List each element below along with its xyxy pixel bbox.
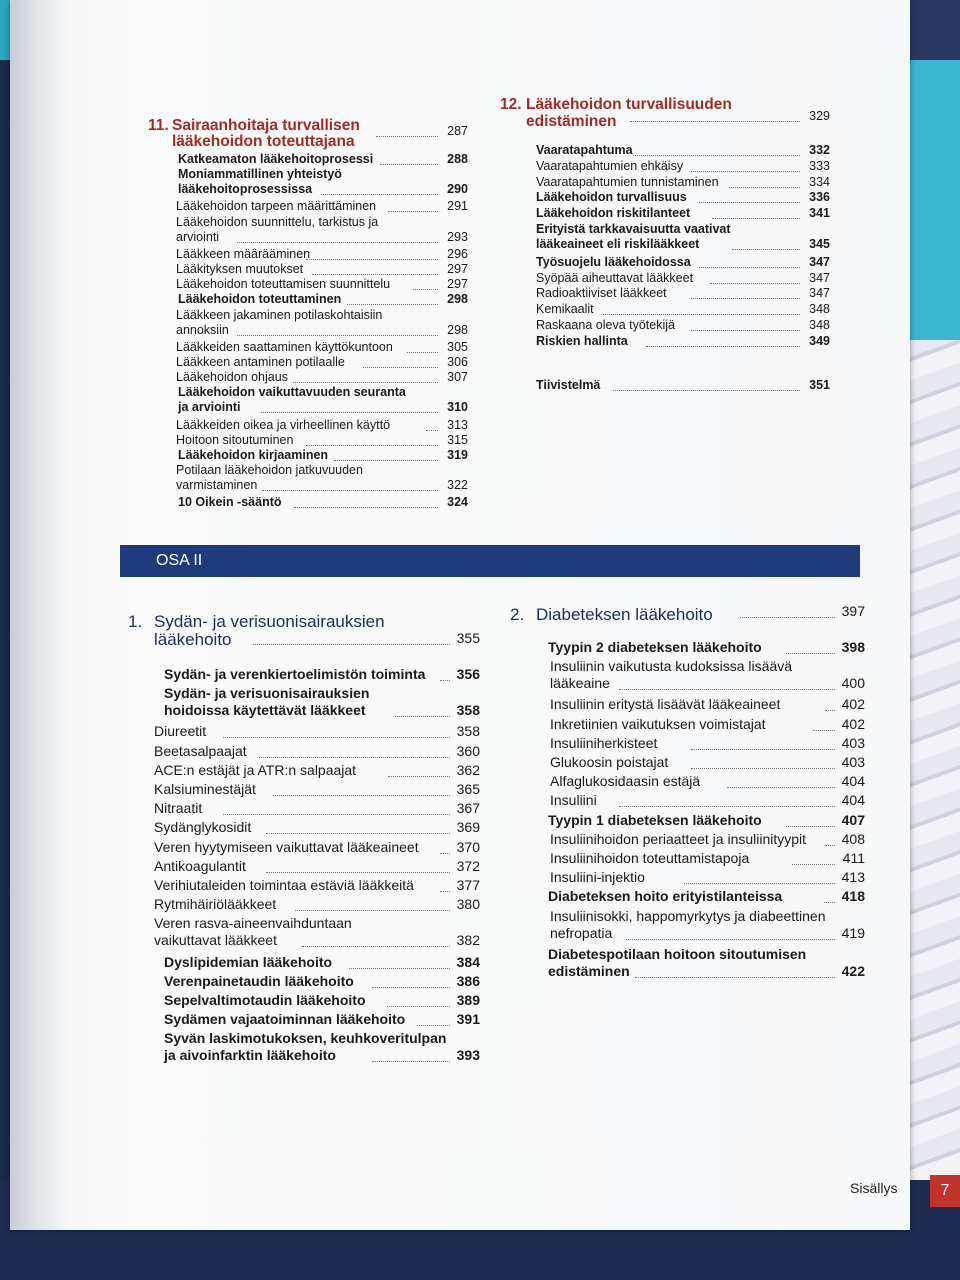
- part-banner: [120, 545, 860, 577]
- toc-entry-page: 403: [841, 734, 865, 751]
- toc-entry-title: Kalsiuminestäjät: [154, 781, 256, 797]
- toc-entry-page: 291: [447, 199, 468, 214]
- toc-entry-page: 341: [809, 206, 830, 221]
- footer-section-label: Sisällys: [850, 1180, 898, 1196]
- toc-entry-title: Moniammatillinen yhteistyö: [178, 167, 342, 182]
- toc-entry-page: 362: [456, 761, 480, 778]
- toc-entry-title: 10 Oikein -sääntö: [178, 495, 282, 510]
- chapter-title-line1: Diabeteksen lääkehoito: [536, 605, 713, 624]
- toc-entry-title: Sepelvaltimotaudin lääkehoito: [164, 992, 366, 1008]
- toc-entry-page: 348: [809, 302, 830, 317]
- toc-column-chapter-12: [500, 97, 830, 407]
- toc-entry-page: 377: [456, 877, 480, 893]
- toc-entry-page: 349: [809, 333, 830, 348]
- toc-entry-page: 358: [456, 702, 480, 719]
- toc-entry-page: 334: [809, 174, 830, 189]
- toc-entry-title-continued: varmistaminen: [176, 478, 258, 493]
- chapter-number: 12.: [500, 96, 522, 113]
- toc-entry-page: 306: [447, 355, 468, 369]
- page-curl-shadow: [10, 0, 70, 1230]
- toc-entry-title: Sydän- ja verisuonisairauksien: [164, 685, 370, 702]
- toc-entry-title-continued: lääkeaine: [550, 675, 610, 692]
- toc-entry-title-continued: ja arviointi: [178, 400, 241, 415]
- toc-entry-page: 419: [841, 924, 865, 941]
- toc-column-chapter-11: [148, 110, 468, 530]
- toc-entry-title: Lääkehoidon toteuttaminen: [178, 292, 342, 307]
- toc-entry-page: 384: [456, 953, 480, 970]
- toc-entry-page: 407: [841, 811, 865, 828]
- toc-entry-title: Lääkkeiden oikea ja virheellinen käyttö: [176, 417, 391, 432]
- toc-entry-title: Hoitoon sitoutuminen: [176, 432, 294, 447]
- toc-entry-title: Lääkehoidon kirjaaminen: [178, 448, 329, 462]
- toc-entry-title-continued: lääkeaineet eli riskilääkkeet: [536, 237, 700, 251]
- toc-entry-title: Glukoosin poistajat: [550, 754, 669, 770]
- toc-entry-title: Alfaglukosidaasin estäjä: [550, 773, 701, 790]
- toc-entry-page: 380: [456, 896, 480, 913]
- toc-entry-title: Diureetit: [154, 723, 207, 740]
- toc-entry-title: Lääkehoidon toteuttamisen suunnittelu: [176, 277, 391, 292]
- toc-entry-title: Verihiutaleiden toimintaa estäviä lääkkeitä: [154, 877, 414, 893]
- toc-entry-title: Tyypin 1 diabeteksen lääkehoito: [548, 811, 762, 828]
- toc-entry-page: 347: [809, 270, 830, 285]
- toc-entry-page: 358: [456, 723, 480, 740]
- toc-entry-page: 322: [447, 478, 468, 493]
- toc-entry-title-continued: hoidoissa käytettävät lääkkeet: [164, 702, 366, 719]
- chapter-title-line1: Sairaanhoitaja turvallisen: [172, 117, 360, 134]
- toc-entry-page: 293: [447, 229, 468, 244]
- toc-entry-title: Tyypin 2 diabeteksen lääkehoito: [548, 639, 762, 655]
- book-page: [10, 0, 950, 1230]
- toc-entry-page: 356: [456, 666, 480, 682]
- toc-entry-page: 404: [841, 792, 865, 809]
- toc-entry-title-continued: arviointi: [176, 229, 220, 244]
- toc-column-chapter-2: [510, 603, 865, 983]
- toc-entry-page: 290: [447, 182, 468, 197]
- toc-entry-title: Tiivistelmä: [536, 377, 601, 392]
- toc-entry-title: ACE:n estäjät ja ATR:n salpaajat: [154, 761, 357, 778]
- toc-entry-page: 402: [841, 715, 865, 732]
- toc-entry-title: Sydän- ja verenkiertoelimistön toiminta: [164, 666, 426, 682]
- toc-entry-page: 418: [841, 888, 865, 905]
- chapter-page: 397: [841, 603, 865, 619]
- toc-entry-title: Nitraatit: [154, 800, 203, 817]
- toc-entry-page: 400: [841, 675, 865, 692]
- toc-entry-title: Syvän laskimotukoksen, keuhkoveritulpan: [164, 1030, 447, 1047]
- toc-entry-page: 367: [456, 800, 480, 817]
- toc-entry-title: Vaaratapahtumien ehkäisy: [536, 158, 684, 173]
- toc-entry-title: Insuliini: [550, 792, 597, 809]
- toc-entry-title: Insuliinisokki, happomyrkytys ja diabeettinen: [550, 907, 826, 924]
- chapter-title-line2: lääkehoidon toteuttajana: [172, 133, 355, 150]
- chapter-title-line2: edistäminen: [526, 113, 617, 130]
- toc-entry-page: 347: [809, 286, 830, 301]
- toc-entry-title: Lääkkeen määrääminen: [176, 246, 311, 261]
- toc-entry-title: Sydänglykosidit: [154, 819, 252, 836]
- toc-entry-page: 336: [809, 190, 830, 205]
- toc-entry-title: Radioaktiiviset lääkkeet: [536, 286, 667, 301]
- toc-entry-title: Sydämen vajaatoiminnan lääkehoito: [164, 1011, 406, 1028]
- toc-entry-title: Kemikaalit: [536, 302, 594, 317]
- toc-entry-page: 370: [456, 838, 480, 855]
- toc-entry-title: Lääkkeen antaminen potilaalle: [176, 355, 345, 369]
- toc-entry-title: Lääkehoidon ohjaus: [176, 370, 288, 385]
- toc-entry-title: Veren hyytymiseen vaikuttavat lääkeaineet: [154, 838, 419, 855]
- toc-entry-page: 391: [456, 1011, 480, 1028]
- toc-entry-title: Raskaana oleva työtekijä: [536, 318, 675, 332]
- chapter-title-line2: lääkehoito: [154, 630, 232, 649]
- toc-entry-page: 386: [456, 972, 480, 989]
- toc-entry-page: 288: [447, 152, 468, 166]
- toc-entry-title-continued: ja aivoinfarktin lääkehoito: [164, 1047, 336, 1064]
- chapter-number: 11.: [148, 117, 169, 134]
- toc-entry-page: 298: [447, 292, 468, 307]
- chapter-page: 329: [809, 109, 830, 123]
- toc-entry-page: 313: [447, 417, 468, 432]
- toc-entry-title: Lääkehoidon suunnittelu, tarkistus ja: [176, 214, 379, 229]
- toc-entry-page: 319: [447, 448, 468, 462]
- toc-entry-title: Katkeamaton lääkehoitoprosessi: [178, 152, 374, 166]
- toc-entry-title: Lääkkeen jakaminen potilaskohtaisiin: [176, 307, 383, 322]
- toc-entry-title: Beetasalpaajat: [154, 742, 247, 759]
- toc-entry-page: 413: [841, 869, 865, 886]
- toc-entry-page: 372: [456, 857, 480, 874]
- toc-entry-page: 393: [456, 1047, 480, 1064]
- chapter-number: 2.: [510, 605, 525, 624]
- toc-entry-title-continued: lääkehoitoprosessissa: [178, 182, 313, 197]
- toc-entry-title: Vaaratapahtuma: [536, 143, 633, 157]
- chapter-page: 287: [447, 124, 468, 138]
- toc-entry-title: Inkretiinien vaikutuksen voimistajat: [550, 715, 766, 732]
- toc-entry-title-continued: edistäminen: [548, 962, 630, 979]
- toc-entry-title: Riskien hallinta: [536, 333, 628, 348]
- toc-entry-title: Insuliinihoidon toteuttamistapoja: [550, 850, 750, 866]
- footer-page-number: 7: [930, 1175, 960, 1207]
- toc-entry-page: 333: [809, 158, 830, 173]
- toc-entry-page: 389: [456, 992, 480, 1008]
- toc-entry-page: 360: [456, 742, 480, 759]
- toc-column-chapter-1: [128, 610, 480, 1090]
- toc-entry-page: 297: [447, 277, 468, 292]
- toc-entry-title: Lääkehoidon turvallisuus: [536, 190, 687, 205]
- toc-entry-title: Insuliiniherkisteet: [550, 734, 658, 751]
- toc-entry-title: Diabeteksen hoito erityistilanteissa: [548, 888, 783, 905]
- chapter-number: 1.: [128, 612, 143, 631]
- toc-entry-page: 297: [447, 262, 468, 276]
- chapter-title-line1: Sydän- ja verisuonisairauksien: [154, 612, 385, 631]
- toc-entry-page: 351: [809, 377, 830, 392]
- toc-entry-title: Työsuojelu lääkehoidossa: [536, 254, 691, 269]
- toc-entry-page: 315: [447, 432, 468, 447]
- chapter-title-line1: Lääkehoidon turvallisuuden: [526, 96, 732, 113]
- toc-entry-title: Verenpainetaudin lääkehoito: [164, 972, 354, 989]
- toc-entry-title-continued: annoksiin: [176, 322, 229, 337]
- toc-entry-page: 404: [841, 773, 865, 790]
- toc-entry-page: 402: [841, 696, 865, 713]
- toc-entry-page: 305: [447, 339, 468, 354]
- toc-entry-page: 382: [456, 932, 480, 949]
- toc-entry-page: 298: [447, 322, 468, 337]
- toc-entry-title: Insuliinihoidon periaatteet ja insuliinityypit: [550, 830, 807, 847]
- toc-entry-page: 408: [841, 830, 865, 847]
- toc-entry-title: Lääkityksen muutokset: [176, 262, 304, 276]
- toc-entry-title: Insuliinin eritystä lisäävät lääkeaineet: [550, 696, 781, 713]
- toc-entry-page: 398: [841, 639, 865, 655]
- toc-entry-page: 296: [447, 246, 468, 261]
- toc-entry-title: Potilaan lääkehoidon jatkuvuuden: [176, 463, 363, 478]
- toc-entry-title: Lääkehoidon vaikuttavuuden seuranta: [178, 385, 406, 400]
- toc-entry-title: Veren rasva-aineenvaihduntaan: [154, 915, 352, 932]
- toc-entry-title: Diabetespotilaan hoitoon sitoutumisen: [548, 945, 807, 962]
- toc-entry-title: Lääkkeiden saattaminen käyttökuntoon: [176, 339, 393, 354]
- toc-entry-page: 310: [447, 400, 468, 415]
- toc-entry-title: Dyslipidemian lääkehoito: [164, 953, 333, 970]
- toc-entry-title: Insuliinin vaikutusta kudoksissa lisäävä: [550, 658, 793, 675]
- toc-entry-page: 365: [456, 781, 480, 797]
- toc-entry-page: 422: [841, 962, 865, 979]
- toc-entry-title: Vaaratapahtumien tunnistaminen: [536, 174, 719, 189]
- toc-entry-title-continued: nefropatia: [550, 924, 613, 941]
- toc-entry-title: Antikoagulantit: [154, 857, 246, 874]
- toc-entry-page: 369: [456, 819, 480, 836]
- toc-entry-page: 411: [842, 850, 865, 866]
- toc-entry-page: 345: [809, 237, 830, 251]
- toc-entry-title: Syöpää aiheuttavat lääkkeet: [536, 270, 694, 285]
- toc-entry-page: 324: [447, 495, 468, 510]
- toc-entry-page: 403: [841, 754, 865, 770]
- toc-entry-title: Lääkehoidon tarpeen määrittäminen: [176, 199, 377, 214]
- toc-entry-page: 347: [809, 254, 830, 269]
- toc-entry-title: Rytmihäiriölääkkeet: [154, 896, 277, 913]
- toc-entry-title: Insuliini-injektio: [550, 869, 645, 886]
- toc-entry-page: 332: [809, 143, 830, 157]
- chapter-page: 355: [456, 630, 480, 646]
- toc-entry-title: Lääkehoidon riskitilanteet: [536, 206, 691, 221]
- toc-entry-page: 348: [809, 318, 830, 332]
- toc-entry-page: 307: [447, 370, 468, 385]
- part-label: OSA II: [156, 552, 203, 569]
- background-cloth: [905, 340, 960, 1180]
- toc-entry-title: Erityistä tarkkavaisuutta vaativat: [536, 222, 731, 236]
- toc-entry-title-continued: vaikuttavat lääkkeet: [154, 932, 277, 949]
